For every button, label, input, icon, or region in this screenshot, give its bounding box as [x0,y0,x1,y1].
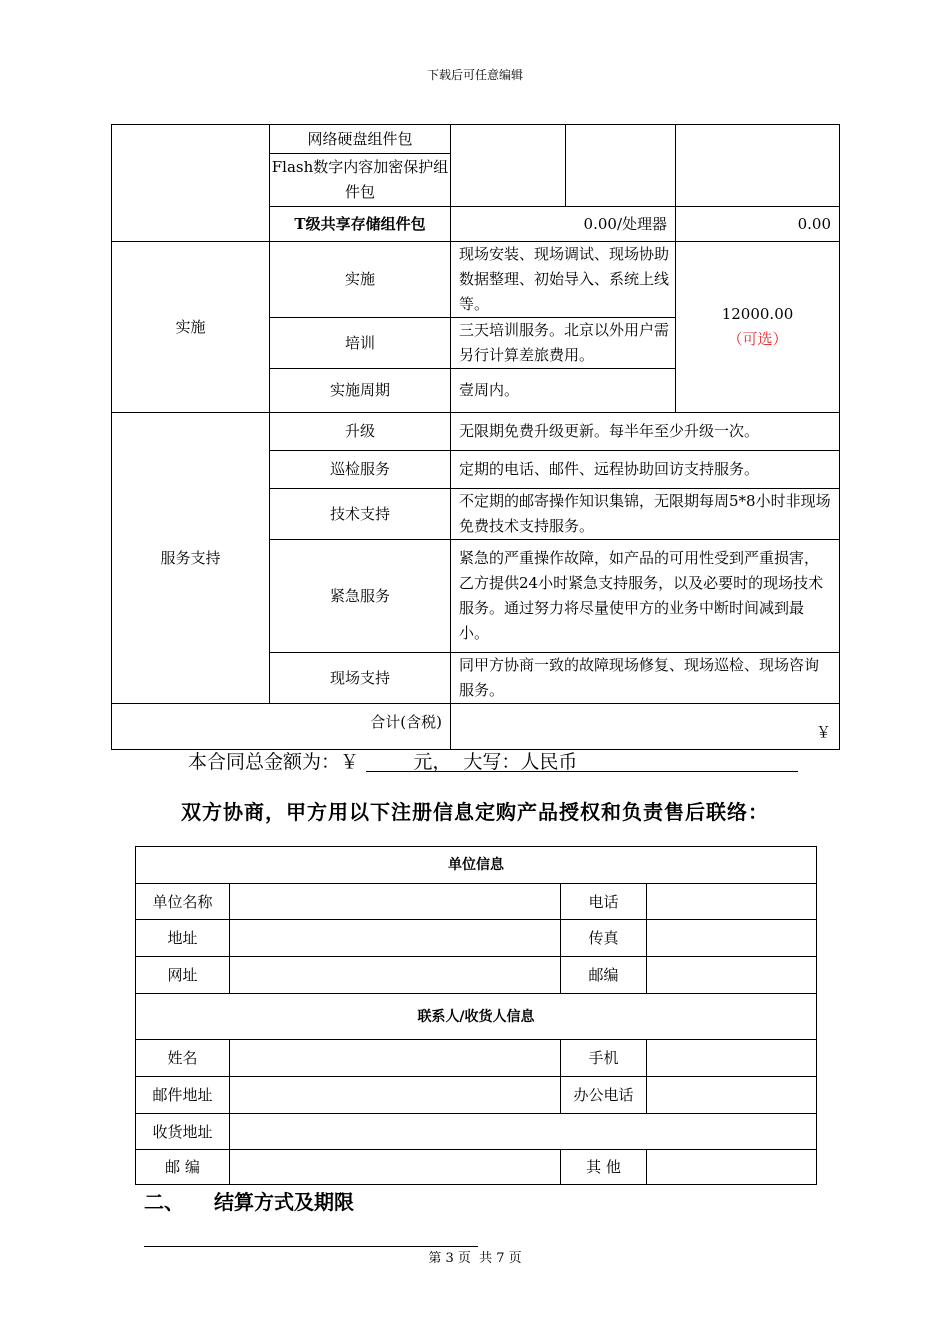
delivery-address-field[interactable] [230,1114,817,1150]
section-number: 二、 [144,1190,184,1214]
postcode2-field[interactable] [230,1150,561,1185]
total-value: ￥ [451,704,840,750]
item-label: 升级 [270,413,451,451]
module-category-cell [112,125,270,242]
delivery-address-label: 收货地址 [136,1114,230,1150]
fax-field[interactable] [647,920,817,957]
postcode-label: 邮编 [561,957,647,994]
page-header: 下载后可任意编辑 [426,68,523,82]
module-name: Flash数字内容加密保护组件包 [270,154,451,207]
amount-underline [366,771,798,772]
item-description: 三天培训服务。北京以外用户需另行计算差旅费用。 [451,318,676,369]
postcode2-label: 邮 编 [136,1150,230,1185]
mobile-label: 手机 [561,1040,647,1077]
page-footer: 第 3 页 共 7 页 [428,1251,522,1266]
item-description: 紧急的严重操作故障，如产品的可用性受到严重损害，乙方提供24小时紧急支持服务，以及必要时的现场技术服务。通过努力将尽量使甲方的业务中断时间减到最小。 [451,540,840,653]
section-title: 结算方式及期限 [214,1190,354,1214]
total-label: 合计(含税) [112,704,451,750]
module-unit-price: 0.00/处理器 [451,207,676,242]
unit-name-field[interactable] [230,884,561,920]
registration-heading: 双方协商，甲方用以下注册信息定购产品授权和负责售后联络： [181,800,769,824]
address-field[interactable] [230,920,561,957]
mobile-field[interactable] [647,1040,817,1077]
impl-optional-note: （可选） [727,330,788,348]
item-description: 同甲方协商一致的故障现场修复、现场巡检、现场咨询服务。 [451,653,840,704]
fax-label: 传真 [561,920,647,957]
email-field[interactable] [230,1077,561,1114]
item-label: 巡检服务 [270,451,451,489]
contract-total-amount: 本合同总金额为：￥ 元， 大写：人民币 [188,751,578,773]
phone-label: 电话 [561,884,647,920]
unit-info-header: 单位信息 [136,847,817,884]
item-label: 实施周期 [270,369,451,413]
postcode-field[interactable] [647,957,817,994]
other-label: 其 他 [561,1150,647,1185]
website-label: 网址 [136,957,230,994]
office-phone-field[interactable] [647,1077,817,1114]
module-total: 0.00 [676,207,840,242]
item-description: 壹周内。 [451,369,676,413]
impl-price-cell [676,242,840,413]
phone-field[interactable] [647,884,817,920]
module-total-cell [676,125,840,207]
module-name: 网络硬盘组件包 [270,125,451,154]
email-label: 邮件地址 [136,1077,230,1114]
impl-price: 12000.00 [721,305,794,323]
person-name-field[interactable] [230,1040,561,1077]
address-label: 地址 [136,920,230,957]
item-label: 实施 [270,242,451,318]
item-label: 培训 [270,318,451,369]
contact-info-header: 联系人/收货人信息 [136,994,817,1040]
module-unit-price-cell [566,125,676,207]
item-description: 不定期的邮寄操作知识集锦，无限期每周5*8小时非现场免费技术支持服务。 [451,489,840,540]
item-description: 无限期免费升级更新。每半年至少升级一次。 [451,413,840,451]
website-field[interactable] [230,957,561,994]
module-name: T级共享存储组件包 [270,207,451,242]
item-label: 紧急服务 [270,540,451,653]
section-heading [144,1186,354,1215]
office-phone-label: 办公电话 [561,1077,647,1114]
category-label: 实施 [112,242,270,413]
item-description: 定期的电话、邮件、远程协助回访支持服务。 [451,451,840,489]
registration-table [135,846,817,1185]
item-label: 技术支持 [270,489,451,540]
item-label: 现场支持 [270,653,451,704]
other-field[interactable] [647,1150,817,1185]
unit-name-label: 单位名称 [136,884,230,920]
person-name-label: 姓名 [136,1040,230,1077]
item-description: 现场安装、现场调试、现场协助数据整理、初始导入、系统上线等。 [451,242,676,318]
quote-table [111,124,840,750]
category-label: 服务支持 [112,413,270,704]
module-spec-cell [451,125,566,207]
